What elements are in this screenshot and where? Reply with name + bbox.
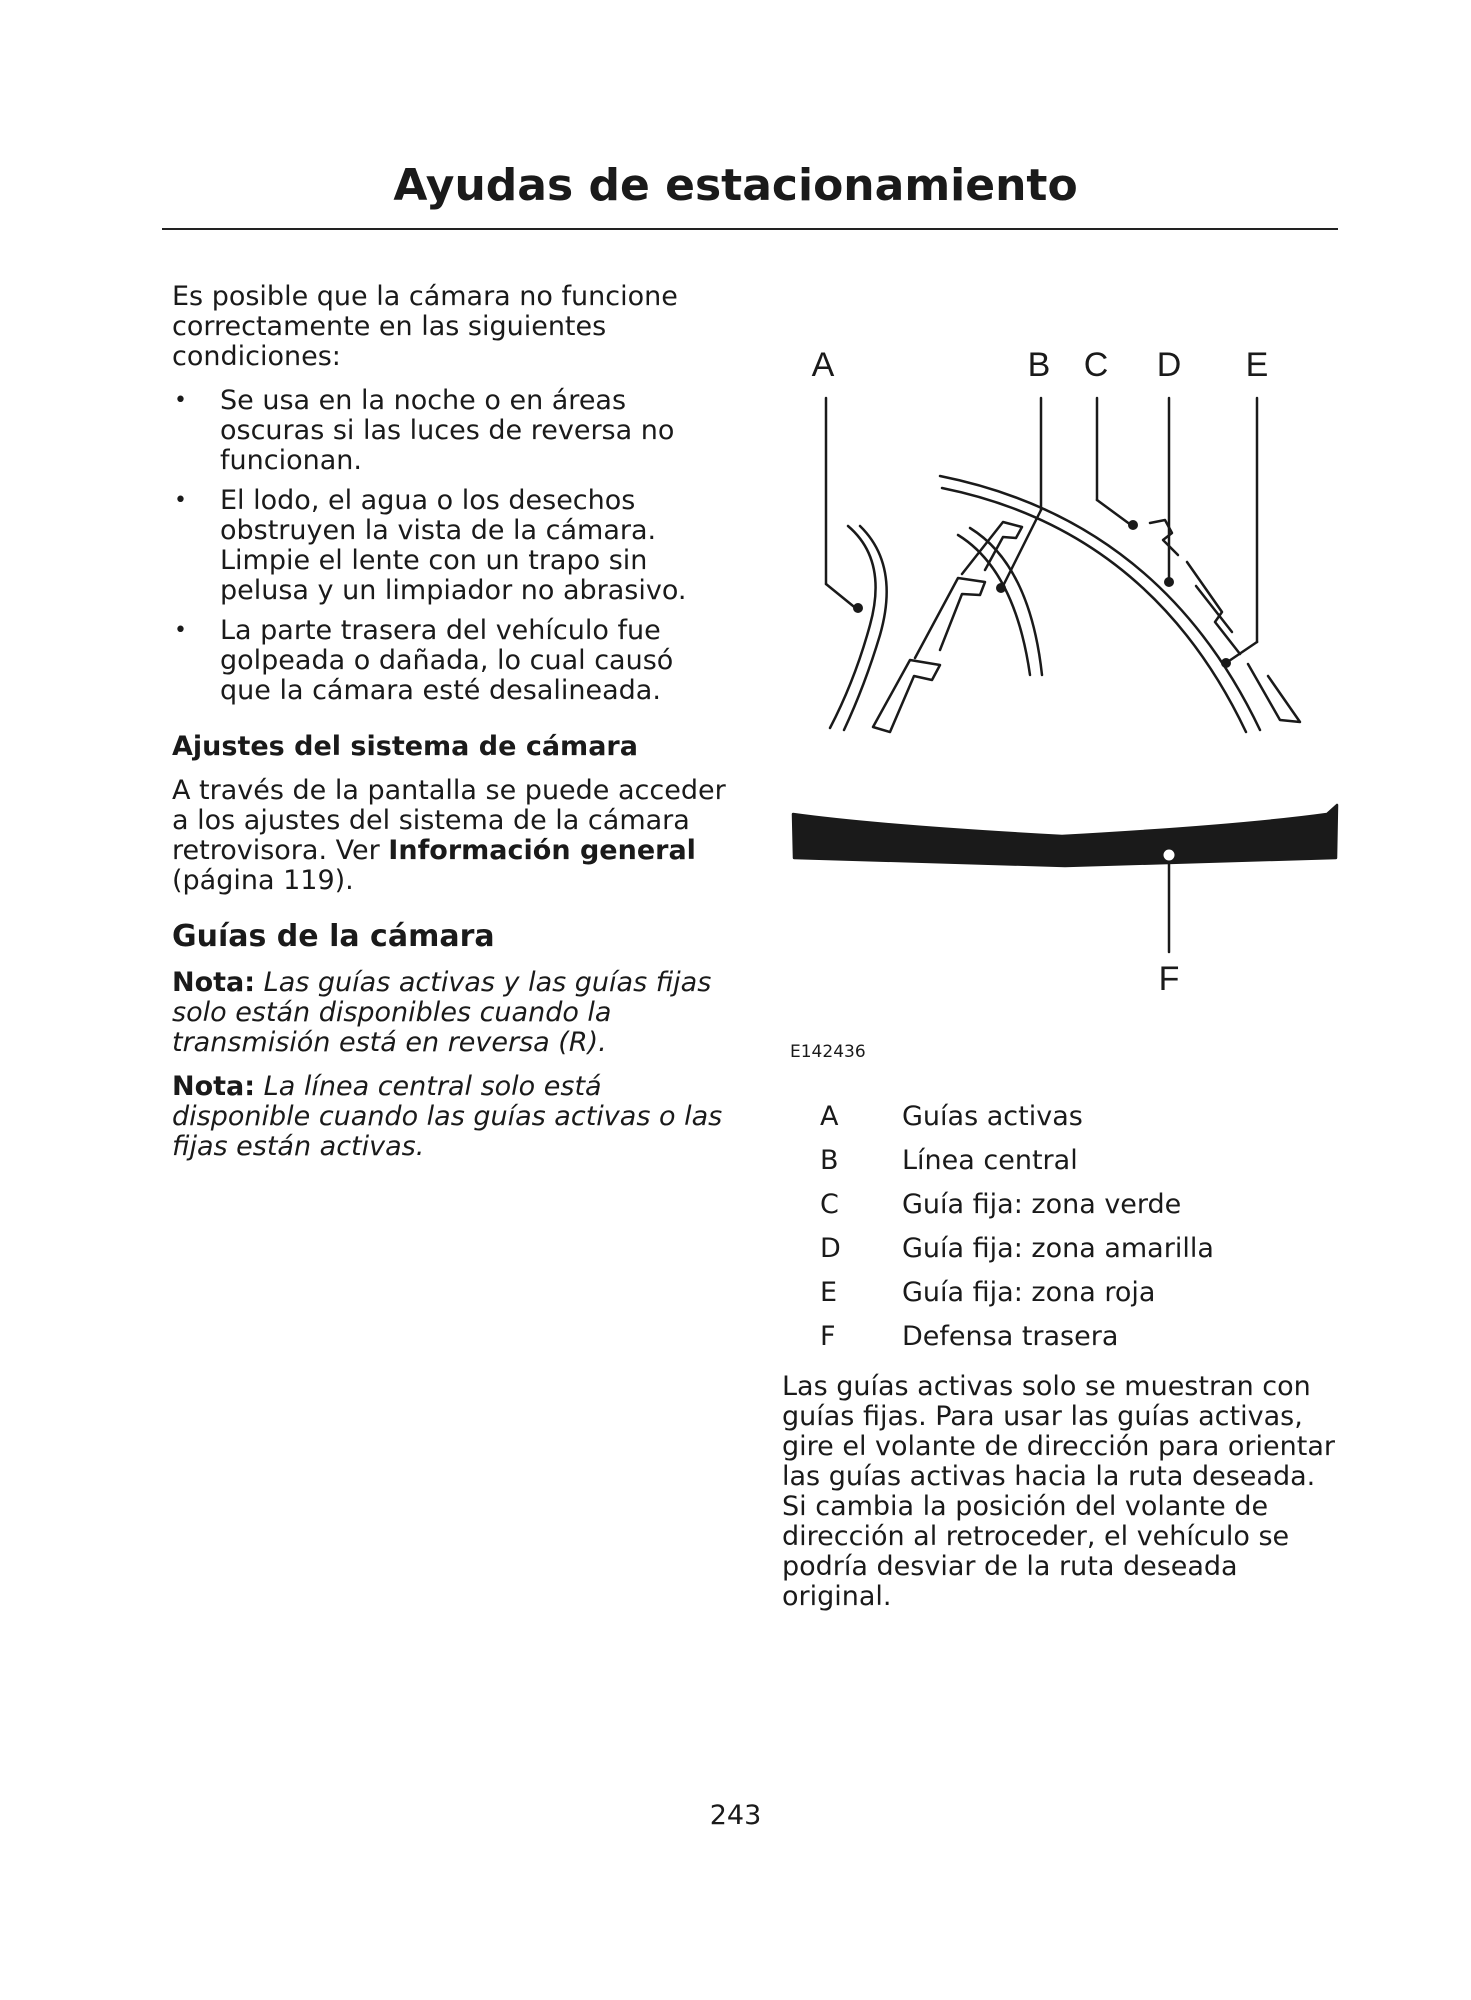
figure-label-a: A: [811, 346, 835, 384]
settings-page-ref: (página 119).: [172, 865, 354, 896]
camera-guides-figure: [780, 330, 1350, 1050]
legend-desc: Guía fija: zona roja: [902, 1276, 1156, 1308]
left-column: [172, 282, 732, 1176]
page-title: Ayudas de estacionamiento: [393, 160, 1078, 211]
settings-heading: Ajustes del sistema de cámara: [172, 731, 638, 762]
active-guide-line: [844, 526, 887, 730]
note-text: La línea central solo está disponible cuando las guías activas o las fijas están activas.: [172, 1071, 723, 1162]
figure-label-d: D: [1156, 346, 1182, 384]
legend-row: [820, 1314, 1214, 1358]
note-1: [172, 968, 732, 1058]
legend-desc: Guía fija: zona amarilla: [902, 1232, 1214, 1264]
leader-line-e: [1226, 642, 1257, 663]
outer-guide-arc: [940, 476, 1260, 730]
intro-paragraph: Es posible que la cámara no funcione correctamente en las siguientes condiciones:: [172, 281, 678, 372]
settings-reference-link[interactable]: Información general: [388, 835, 696, 866]
fixed-guide-right: [1248, 664, 1300, 722]
callout-dot-b: [996, 583, 1006, 593]
active-guides-paragraph: Las guías activas solo se muestran con guías fijas. Para usar las guías activas, gire el volante de dirección para orientar las guías activas hacia la ruta deseada. Si cambia la posición del volante de dirección al retroceder, el vehículo se podría desviar de la ruta deseada original.: [782, 1371, 1335, 1612]
guides-heading: Guías de la cámara: [172, 919, 495, 954]
legend-row: [820, 1226, 1214, 1270]
legend-key: B: [820, 1144, 839, 1176]
note-label: Nota:: [172, 1071, 256, 1102]
legend-key: D: [820, 1232, 841, 1264]
legend-row: [820, 1094, 1214, 1138]
list-item: • El lodo, el agua o los desechos obstruyen la vista de la cámara. Limpie el lente con un trapo sin pelusa y un limpiador no abrasivo.: [172, 486, 732, 606]
note-text: Las guías activas y las guías fijas solo están disponibles cuando la transmisión está en reversa (R).: [172, 967, 712, 1058]
callout-dot-c: [1128, 520, 1138, 530]
legend-desc: Línea central: [902, 1144, 1078, 1176]
legend-desc: Guía fija: zona verde: [902, 1188, 1182, 1220]
fixed-guide-right: [1150, 520, 1178, 555]
list-item: • Se usa en la noche o en áreas oscuras si las luces de reversa no funcionan.: [172, 386, 732, 476]
fixed-guide-right: [1196, 586, 1232, 632]
title-divider: [162, 228, 1338, 230]
legend-row: [820, 1270, 1214, 1314]
settings-text: A través de la pantalla se puede acceder a los ajustes del sistema de la cámara retrovisora. Ver: [172, 775, 726, 866]
active-guide-line: [830, 526, 876, 728]
callout-dot-f: [1162, 848, 1176, 862]
figure-label-c: C: [1083, 346, 1109, 384]
legend-row: [820, 1138, 1214, 1182]
legend-key: A: [820, 1100, 839, 1132]
callout-dot-a: [853, 603, 863, 613]
figure-label-f: F: [1158, 960, 1180, 998]
note-2: [172, 1072, 732, 1162]
leader-line-a: [826, 584, 858, 610]
legend-key: E: [820, 1276, 838, 1308]
outer-guide-arc: [942, 488, 1246, 732]
list-item: • La parte trasera del vehículo fue golpeada o dañada, lo cual causó que la cámara esté desalineada.: [172, 616, 732, 706]
fixed-guide-left: [915, 578, 985, 658]
leader-line-c: [1097, 500, 1131, 525]
page-number: 243: [709, 1800, 762, 1831]
legend-key: C: [820, 1188, 839, 1220]
conditions-list: [172, 386, 732, 706]
note-label: Nota:: [172, 967, 256, 998]
rear-bumper: [793, 805, 1337, 866]
figure-label-e: E: [1245, 346, 1269, 384]
callout-dot-d: [1164, 577, 1174, 587]
fixed-guide-left: [873, 660, 940, 732]
legend-row: [820, 1182, 1214, 1226]
callout-dot-e: [1221, 658, 1231, 668]
legend-desc: Defensa trasera: [902, 1320, 1119, 1352]
figure-label-b: B: [1027, 346, 1051, 384]
legend-key: F: [820, 1320, 836, 1352]
settings-paragraph: [172, 776, 732, 896]
figure-id: E142436: [790, 1042, 866, 1062]
figure-legend: [820, 1094, 1214, 1358]
legend-desc: Guías activas: [902, 1100, 1083, 1132]
